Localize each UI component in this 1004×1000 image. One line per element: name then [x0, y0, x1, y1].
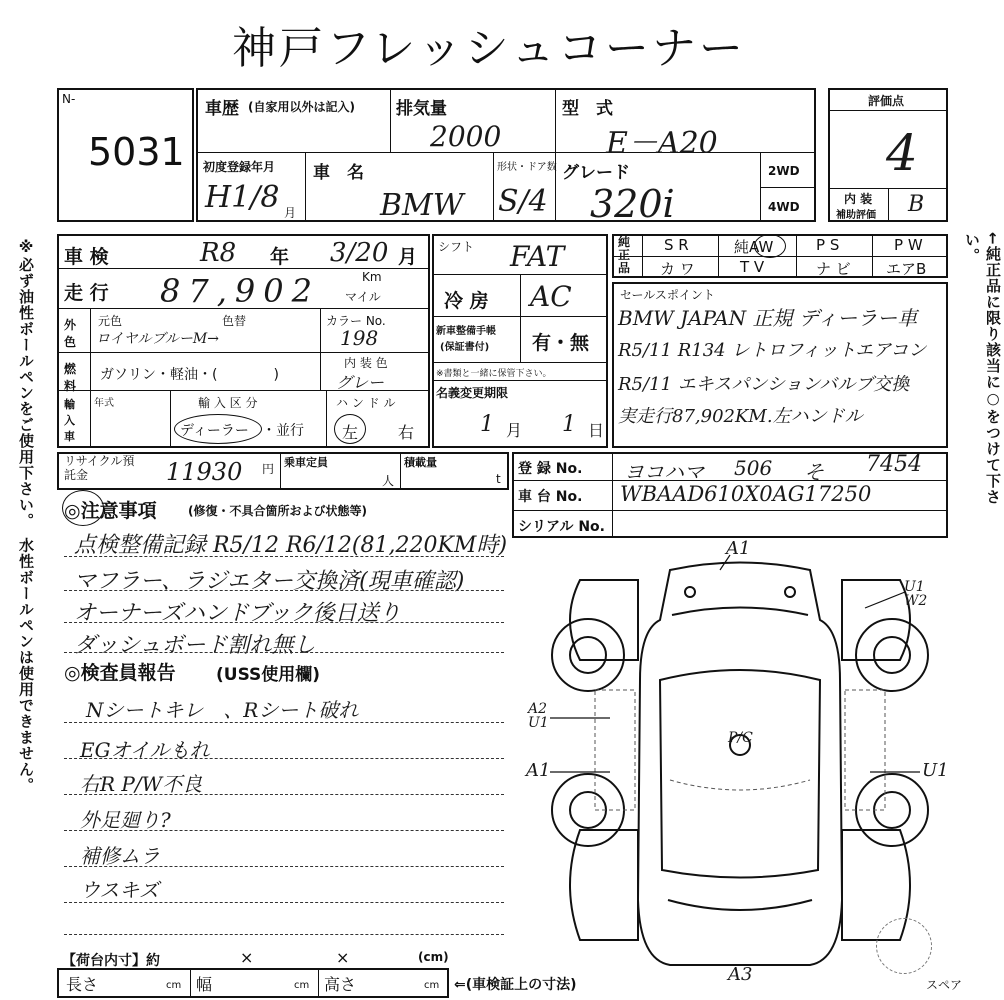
- mileage-label: 走 行: [64, 282, 109, 304]
- inspection-year-unit: 年: [270, 246, 290, 268]
- spare-tire-icon: [876, 918, 932, 974]
- interior-color-value: グレー: [336, 373, 385, 392]
- body-value: S/4: [498, 184, 548, 219]
- lot-number: 5031: [88, 130, 185, 174]
- capacity-label: 乗車定員: [284, 456, 328, 469]
- registration-label: 登 録 No.: [518, 461, 583, 477]
- fuel-label: 燃料: [64, 362, 77, 393]
- registration-kana: そ: [804, 460, 824, 484]
- model-value: E－A20: [606, 126, 718, 161]
- score-label: 評価点: [868, 94, 905, 108]
- name-change-month: 1: [480, 412, 494, 437]
- inspector-line-5: 補修ムラ: [80, 844, 160, 868]
- cargo-note: ⇐(車検証上の寸法): [454, 977, 577, 993]
- inspector-line-3: 右R P/W不良: [80, 772, 203, 796]
- load-label: 積載量: [404, 456, 437, 469]
- handle-right[interactable]: 右: [398, 423, 415, 442]
- inspection-label: 車 検: [64, 246, 109, 268]
- inspector-line-4: 外足廻り?: [80, 808, 171, 832]
- drive-2wd[interactable]: 2WD: [768, 164, 800, 178]
- exterior-orig-value: ロイヤルブルーM→: [96, 331, 219, 347]
- inspector-line-6: ウスキズ: [80, 878, 159, 902]
- mileage-unit-km: Km: [362, 270, 382, 284]
- cargo-label: 【荷台内寸】約: [62, 953, 160, 969]
- recycle-unit: 円: [262, 462, 275, 476]
- chassis-value: WBAAD610X0AG17250: [620, 482, 872, 506]
- genuine-aw-circle-mark: [754, 234, 786, 258]
- name-change-label: 名義変更期限: [436, 386, 509, 400]
- registration-number: 7454: [866, 452, 922, 477]
- genuine-kawa[interactable]: カ ワ: [660, 260, 695, 278]
- genuine-pw[interactable]: P W: [894, 236, 923, 254]
- inspection-month-unit: 月: [398, 246, 418, 268]
- page-title: 神戸フレッシュコーナー: [232, 23, 746, 74]
- interior-color-label: 内 装 色: [344, 356, 388, 370]
- score-value: 4: [886, 124, 918, 182]
- genuine-label: 純正品: [618, 235, 631, 275]
- genuine-airbag[interactable]: エアB: [886, 260, 927, 278]
- mileage-unit-mile: マイル: [345, 290, 381, 304]
- fuel-options: ガソリン・軽油・( ): [100, 367, 279, 383]
- car-name-label: 車 名: [313, 163, 364, 183]
- manual-label: 新車整備手帳: [436, 326, 496, 337]
- cargo-height-unit: cm: [424, 980, 440, 991]
- genuine-sr[interactable]: S R: [664, 236, 689, 254]
- sales-line-2: R5/11 R134 レトロフィットエアコン: [618, 340, 927, 361]
- exterior-orig-label: 元色: [98, 314, 123, 328]
- import-year-label: 年式: [94, 398, 114, 409]
- sales-line-1: BMW JAPAN 正規 ディーラー車: [618, 306, 918, 330]
- import-dealer[interactable]: ディーラー: [180, 423, 249, 439]
- color-no-label: カラー No.: [326, 314, 386, 328]
- genuine-tv[interactable]: T V: [740, 258, 765, 276]
- damage-code-left-rear: A1: [526, 760, 551, 781]
- displacement-value: 2000: [430, 120, 502, 153]
- damage-code-left-mid: A2 U1: [528, 701, 549, 731]
- exterior-change-label: 色替: [222, 314, 247, 328]
- car-name-value: BMW: [380, 188, 464, 223]
- name-change-day: 1: [562, 412, 576, 437]
- name-change-day-unit: 日: [588, 421, 605, 440]
- genuine-ps[interactable]: P S: [816, 236, 840, 254]
- damage-code-front: A1: [726, 538, 751, 559]
- grade-label: グレード: [562, 163, 630, 183]
- car-diagram: [520, 540, 960, 980]
- right-side-note: ←純正品に限り該当に○をつけて下さい。: [963, 232, 1002, 505]
- load-unit: t: [496, 472, 501, 486]
- cargo-width-label: 幅: [196, 975, 213, 994]
- inspector-label: ◎検査員報告: [64, 662, 176, 684]
- notes-line-1: 点検整備記録 R5/12 R6/12(81,220KM時): [74, 533, 508, 558]
- color-no-value: 198: [340, 326, 379, 350]
- sales-line-3: R5/11 エキスパンションバルブ交換: [618, 374, 910, 395]
- notes-line-4: ダッシュボード割れ無し: [74, 633, 316, 658]
- first-reg-value: H1/8: [205, 180, 280, 215]
- sales-line-4: 実走行87,902KM.左ハンドル: [618, 406, 863, 427]
- name-change-month-unit: 月: [506, 421, 523, 440]
- shift-label: シフト: [438, 240, 475, 254]
- dealer-circle-mark: [174, 414, 262, 444]
- notes-circle-mark: [62, 490, 104, 526]
- first-reg-label: 初度登録年月: [203, 160, 276, 174]
- cargo-height-label: 高さ: [324, 975, 357, 994]
- ac-label: 冷 房: [444, 290, 489, 312]
- interior-score-value: B: [908, 192, 925, 217]
- body-label: 形状・ドア数: [497, 162, 557, 173]
- cargo-x1: ×: [240, 948, 254, 967]
- damage-code-center: P/C: [728, 730, 753, 746]
- model-label: 型 式: [562, 99, 613, 119]
- handle-label: ハ ン ド ル: [336, 396, 396, 410]
- damage-code-right-rear: U1: [922, 760, 949, 781]
- inspector-line-2: EGオイルもれ: [80, 738, 210, 762]
- import-parallel[interactable]: ・並行: [262, 423, 304, 439]
- notes-line-3: オーナーズハンドブック後日送り: [74, 601, 401, 626]
- cargo-length-unit: cm: [166, 980, 182, 991]
- sales-label: セールスポイント: [620, 288, 715, 302]
- cargo-length-label: 長さ: [66, 975, 99, 994]
- lot-prefix: N-: [62, 92, 76, 106]
- grade-value: 320i: [590, 182, 675, 226]
- capacity-unit: 人: [382, 474, 395, 488]
- import-class-label: 輸 入 区 分: [198, 396, 258, 410]
- notes-label: ◎注意事項: [64, 500, 157, 522]
- notes-sub: (修復・不具合箇所および状態等): [188, 504, 367, 518]
- notes-line-2: マフラー、ラジエター交換済(現車確認): [74, 569, 465, 594]
- inspector-sub: (USS使用欄): [216, 665, 321, 685]
- import-label: 輸入車: [64, 398, 75, 443]
- genuine-aw[interactable]: 純AW: [734, 238, 774, 256]
- handle-left-circle-mark: [334, 414, 366, 444]
- history-label: 車歴: [205, 99, 239, 119]
- cargo-x2: ×: [336, 948, 350, 967]
- ac-value: AC: [530, 280, 572, 313]
- shift-value: FAT: [510, 240, 565, 273]
- spare-label: スペア: [926, 978, 963, 992]
- inspection-month: 3/20: [330, 238, 389, 268]
- cargo-unit: (cm): [418, 950, 449, 964]
- manual-note: ※書類と一緒に保管下さい。: [436, 369, 552, 379]
- serial-label: シリアル No.: [518, 519, 605, 535]
- exterior-label: 外色: [64, 318, 77, 349]
- damage-code-right-front: U1 W2: [904, 579, 928, 609]
- genuine-navi[interactable]: ナ ビ: [816, 260, 851, 278]
- interior-score-label: 内 装: [844, 192, 873, 206]
- cargo-box: [57, 968, 449, 998]
- displacement-label: 排気量: [396, 99, 447, 119]
- registration-class: 506: [734, 456, 773, 480]
- mileage-value: 87,902: [160, 272, 320, 310]
- manual-value[interactable]: 有・無: [532, 332, 590, 354]
- interior-score-sub: 補助評価: [836, 210, 876, 221]
- cargo-width-unit: cm: [294, 980, 310, 991]
- left-side-note: ※必ず油性ボールペンをご使用下さい。 水性ボールペンは使用できません。: [17, 238, 35, 794]
- history-note: (自家用以外は記入): [248, 100, 355, 114]
- handle-left[interactable]: 左: [342, 423, 359, 442]
- manual-sub: (保証書付): [440, 342, 490, 353]
- first-reg-unit: 月: [284, 206, 297, 220]
- inspection-era: R8: [200, 238, 237, 268]
- recycle-value: 11930: [166, 458, 243, 486]
- chassis-label: 車 台 No.: [518, 489, 583, 505]
- registration-place: ヨコハマ: [624, 460, 704, 484]
- damage-code-rear: A3: [728, 964, 753, 985]
- recycle-label: リサイクル預託金: [64, 454, 135, 482]
- drive-4wd[interactable]: 4WD: [768, 200, 800, 214]
- inspector-line-1: Nシートキレ 、Rシート破れ: [86, 698, 359, 722]
